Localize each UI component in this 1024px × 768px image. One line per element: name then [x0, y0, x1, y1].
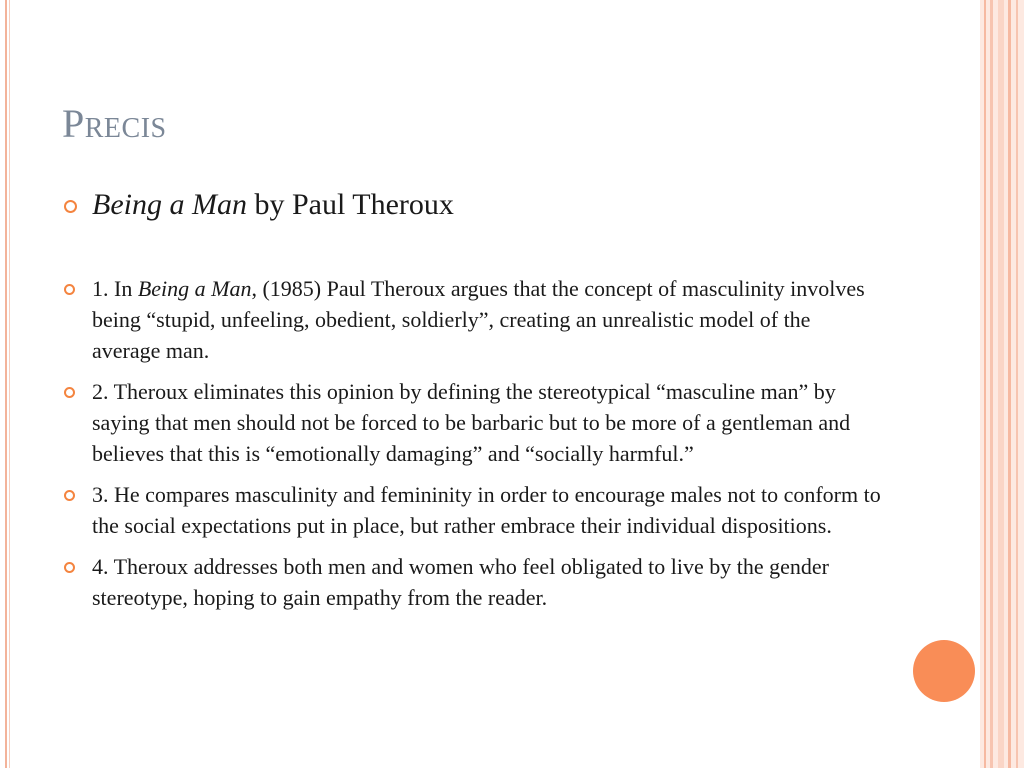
decorative-circle-icon [913, 640, 975, 702]
stripe [984, 0, 986, 768]
point-text: , (1985) Paul Theroux argues that the concept of masculinity involves being “stupid, unfeeling, obedient, soldierly”, creating an unrealistic model of the average man. [92, 276, 865, 363]
list-item [62, 479, 882, 541]
right-decorative-stripes [980, 0, 1024, 768]
stripe [998, 0, 1004, 768]
list-item [62, 273, 882, 366]
bullet-icon [64, 284, 75, 295]
left-border-line-inner [9, 0, 10, 768]
list-item [62, 376, 882, 469]
point-prefix: 1. In [92, 276, 138, 301]
stripe [1008, 0, 1011, 768]
list-item [62, 551, 882, 613]
point-text: 3. He compares masculinity and femininity in order to encourage males not to conform to the social expectations put in place, but rather embrace their individual dispositions. [92, 482, 881, 538]
bullet-icon [64, 200, 77, 213]
left-border-line [5, 0, 7, 768]
bullet-icon [64, 562, 75, 573]
point-text: 4. Theroux addresses both men and women who feel obligated to live by the gender stereotype, hoping to gain empathy from the reader. [92, 554, 830, 610]
stripe [1016, 0, 1018, 768]
heading-author: by Paul Theroux [246, 188, 454, 221]
heading-book-title: Being a Man [92, 188, 247, 221]
slide-title: Precis [62, 101, 167, 146]
stripe [990, 0, 993, 768]
bullet-icon [64, 490, 75, 501]
heading-item [62, 185, 882, 225]
bullet-icon [64, 387, 75, 398]
bullet-list [62, 185, 882, 623]
point-text: 2. Theroux eliminates this opinion by defining the stereotypical “masculine man” by saying that men should not be forced to be barbaric but to be more of a gentleman and believes that this is “emotionally damaging” and “socially harmful.” [92, 379, 851, 466]
point-book-title: Being a Man [137, 276, 252, 301]
